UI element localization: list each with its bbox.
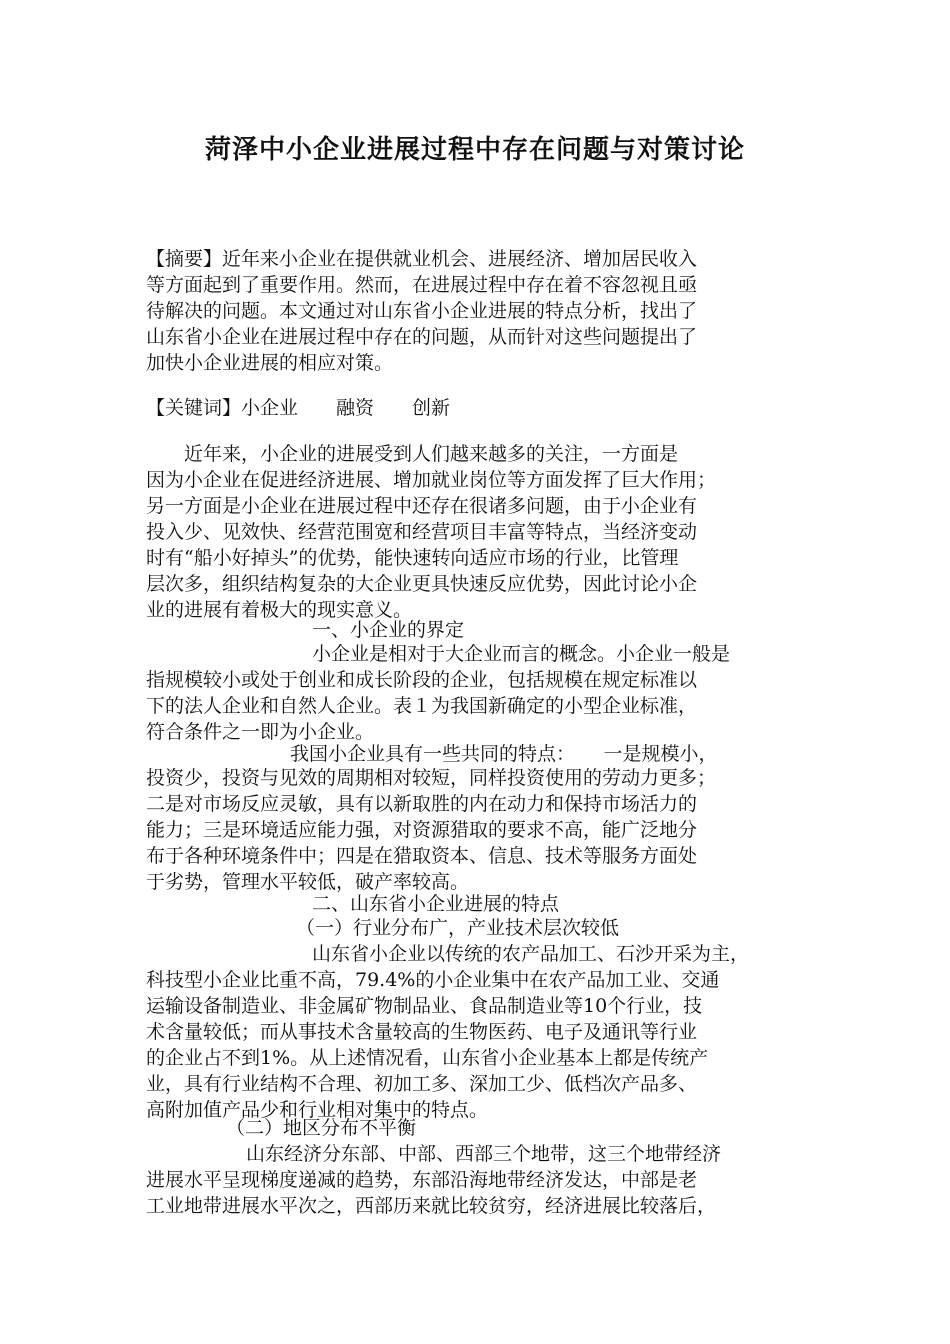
paragraph-line: 二是对市场反应灵敏，具有以新取胜的内在动力和保持市场活力的 bbox=[146, 793, 698, 815]
paragraph-line: 进展水平呈现梯度递减的趋势，东部沿海地带经济发达，中部是老 bbox=[146, 1169, 698, 1191]
subsection-heading: （一）行业分布广，产业技术层次较低 bbox=[296, 917, 620, 939]
intro-line: 层次多，组织结构复杂的大企业更具快速反应优势，因此讨论小企 bbox=[146, 573, 698, 595]
paragraph-line: 于劣势，管理水平较低，破产率较高。 bbox=[146, 871, 470, 893]
intro-line: 投入少、见效快、经营范围宽和经营项目丰富等特点，当经济变动 bbox=[146, 521, 698, 543]
paragraph-line: 的企业占不到1%。从上述情况看，山东省小企业基本上都是传统产 bbox=[146, 1047, 709, 1069]
paragraph-line: 术含量较低；而从事技术含量较高的生物医药、电子及通讯等行业 bbox=[146, 1021, 698, 1043]
paragraph-line: 指规模较小或处于创业和成长阶段的企业，包括规模在规定标准以 bbox=[146, 669, 698, 691]
keywords-line: 【关键词】小企业 融资 创新 bbox=[146, 397, 451, 419]
section-heading: 二、山东省小企业进展的特点 bbox=[312, 893, 560, 915]
section-heading: 一、小企业的界定 bbox=[312, 619, 465, 641]
paragraph-line: 布于各种环境条件中；四是在猎取资本、信息、技术等服务方面处 bbox=[146, 845, 698, 867]
intro-line: 因为小企业在促进经济进展、增加就业岗位等方面发挥了巨大作用； bbox=[146, 469, 717, 491]
paragraph-line: 工业地带进展水平次之，西部历来就比较贫穷，经济进展比较落后， bbox=[146, 1195, 717, 1217]
intro-line: 另一方面是小企业在进展过程中还存在很诸多问题，由于小企业有 bbox=[146, 495, 698, 517]
paragraph-line: 我国小企业具有一些共同的特点： 一是规模小， bbox=[290, 743, 718, 765]
paragraph-line: 山东省小企业以传统的农产品加工、石沙开采为主， bbox=[312, 943, 750, 965]
abstract-line: 山东省小企业在进展过程中存在的问题，从而针对这些问题提出了 bbox=[146, 326, 698, 348]
intro-line: 时有“船小好掉头”的优势，能快速转向适应市场的行业，比管理 bbox=[146, 547, 679, 569]
abstract-line: 加快小企业进展的相应对策。 bbox=[146, 352, 394, 374]
document-title: 菏泽中小企业进展过程中存在问题与对策讨论 bbox=[204, 135, 745, 165]
intro-line: 近年来，小企业的进展受到人们越来越多的关注，一方面是 bbox=[146, 443, 679, 465]
abstract-line: 【摘要】近年来小企业在提供就业机会、进展经济、增加居民收入 bbox=[146, 248, 698, 270]
abstract-line: 等方面起到了重要作用。然而，在进展过程中存在着不容忽视且亟 bbox=[146, 274, 698, 296]
subsection-heading: （二）地区分布不平衡 bbox=[226, 1117, 417, 1139]
paragraph-line: 下的法人企业和自然人企业。表１为我国新确定的小型企业标准， bbox=[146, 695, 698, 717]
paragraph-line: 山东经济分东部、中部、西部三个地带，这三个地带经济 bbox=[246, 1143, 722, 1165]
paragraph-line: 投资少，投资与见效的周期相对较短，同样投资使用的劳动力更多； bbox=[146, 767, 717, 789]
paragraph-line: 符合条件之一即为小企业。 bbox=[146, 721, 375, 743]
paragraph-line: 能力；三是环境适应能力强，对资源猎取的要求不高，能广泛地分 bbox=[146, 819, 698, 841]
paragraph-line: 业，具有行业结构不合理、初加工多、深加工少、低档次产品多、 bbox=[146, 1073, 698, 1095]
abstract-line: 待解决的问题。本文通过对山东省小企业进展的特点分析，找出了 bbox=[146, 300, 698, 322]
paragraph-line: 科技型小企业比重不高，79.4%的小企业集中在农产品加工业、交通 bbox=[146, 969, 720, 991]
paragraph-line: 运输设备制造业、非金属矿物制品业、食品制造业等10个行业，技 bbox=[146, 995, 703, 1017]
intro-line: 业的进展有着极大的现实意义。 bbox=[146, 599, 413, 621]
paragraph-line: 高附加值产品少和行业相对集中的特点。 bbox=[146, 1099, 489, 1121]
paragraph-line: 小企业是相对于大企业而言的概念。小企业一般是 bbox=[312, 643, 731, 665]
